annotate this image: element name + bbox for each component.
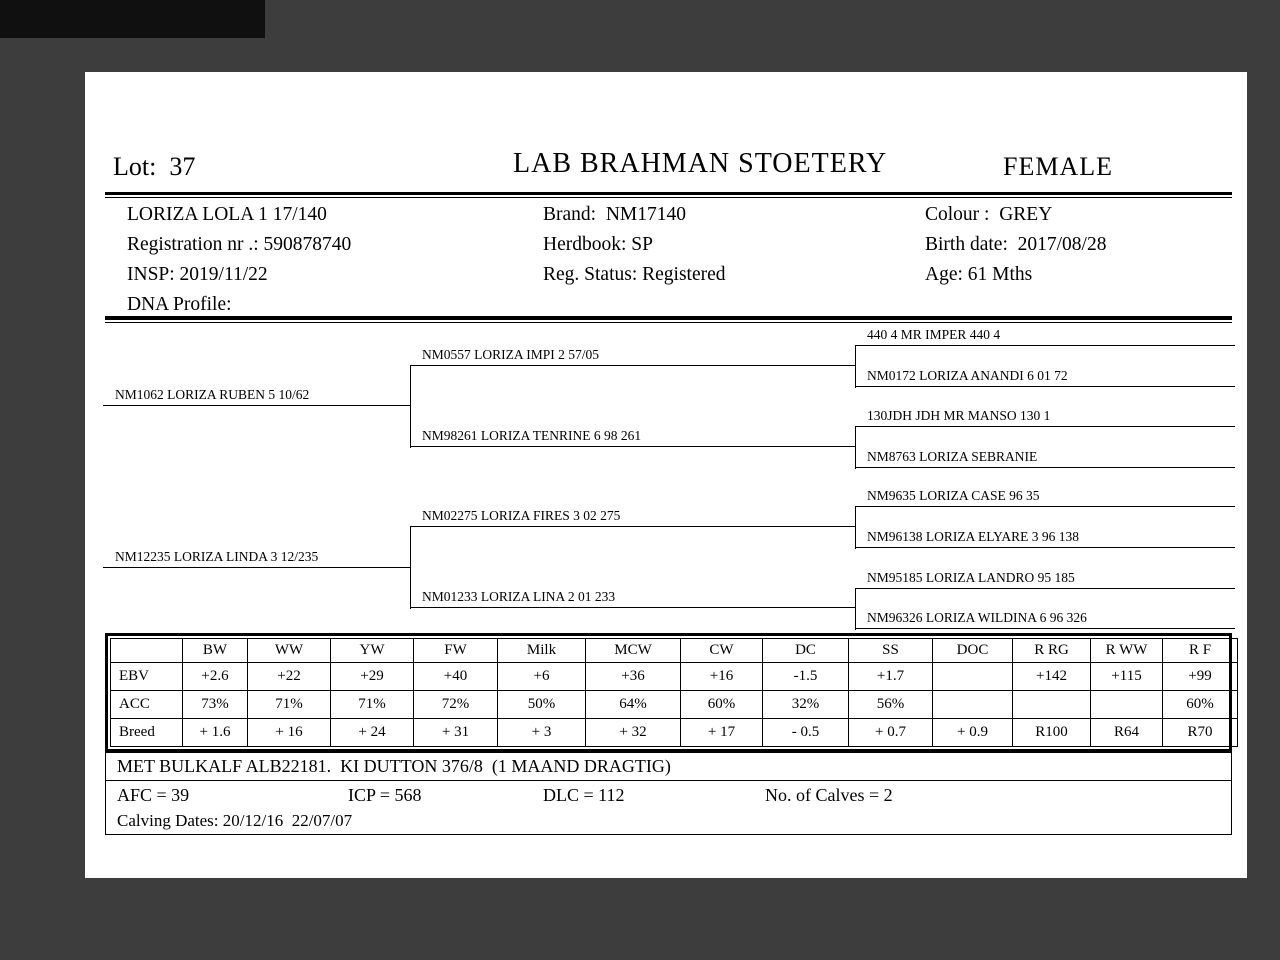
pedigree-connector-line: [855, 427, 856, 469]
ebv-cell: 50%: [498, 691, 586, 719]
ebv-cell: 56%: [849, 691, 933, 719]
ebv-cell: R100: [1013, 719, 1091, 747]
pedigree-grandparent: NM0557 LORIZA IMPI 2 57/05: [410, 344, 855, 366]
inspection-date: INSP: 2019/11/22: [127, 264, 268, 285]
sex-label: FEMALE: [1003, 152, 1113, 181]
ebv-header-cell: FW: [414, 639, 498, 663]
pedigree-grandparent: NM98261 LORIZA TENRINE 6 98 261: [410, 425, 855, 447]
ebv-cell: 71%: [248, 691, 331, 719]
ebv-cell: R64: [1091, 719, 1163, 747]
ebv-header-cell: [111, 639, 183, 663]
section-rule-heavy: [105, 316, 1232, 320]
icp-value: ICP = 568: [348, 785, 422, 805]
brand: Brand: NM17140: [543, 204, 686, 225]
pedigree-grandparent: NM01233 LORIZA LINA 2 01 233: [410, 586, 855, 608]
catalog-title: LAB BRAHMAN STOETERY: [513, 148, 888, 179]
pedigree-great-grandparent: NM95185 LORIZA LANDRO 95 185: [855, 567, 1235, 589]
ebv-row-label: EBV: [111, 663, 183, 691]
ebv-header-cell: DC: [763, 639, 849, 663]
ebv-cell: R70: [1163, 719, 1238, 747]
ebv-cell: +142: [1013, 663, 1091, 691]
ebv-cell: 64%: [586, 691, 681, 719]
fertility-stats-row: [106, 781, 1231, 809]
breeding-note: MET BULKALF ALB22181. KI DUTTON 376/8 (1 MAAND DRAGTIG): [106, 753, 1231, 781]
ebv-cell: + 3: [498, 719, 586, 747]
pedigree-great-grandparent: 440 4 MR IMPER 440 4: [855, 324, 1235, 346]
age: Age: 61 Mths: [925, 264, 1033, 285]
ebv-cell: +16: [681, 663, 763, 691]
pedigree-great-grandparent: 130JDH JDH MR MANSO 130 1: [855, 405, 1235, 427]
pedigree-great-grandparent: NM96326 LORIZA WILDINA 6 96 326: [855, 607, 1235, 629]
pedigree-sire: NM1062 LORIZA RUBEN 5 10/62: [103, 384, 410, 406]
ebv-header-cell: R RG: [1013, 639, 1091, 663]
ebv-header-cell: MCW: [586, 639, 681, 663]
header-rule-heavy: [105, 192, 1232, 195]
ebv-table: [105, 633, 1232, 752]
ebv-cell: +1.7: [849, 663, 933, 691]
ebv-cell: 32%: [763, 691, 849, 719]
ebv-cell: -1.5: [763, 663, 849, 691]
ebv-header-cell: SS: [849, 639, 933, 663]
pedigree-dam: NM12235 LORIZA LINDA 3 12/235: [103, 546, 410, 568]
ebv-cell: [1091, 691, 1163, 719]
ebv-cell: + 24: [331, 719, 414, 747]
animal-name: LORIZA LOLA 1 17/140: [127, 204, 327, 225]
ebv-cell: [933, 663, 1013, 691]
info-column-left: [127, 200, 351, 320]
ebv-cell: 71%: [331, 691, 414, 719]
ebv-header-row: [111, 639, 1238, 663]
pedigree-great-grandparent: NM8763 LORIZA SEBRANIE: [855, 446, 1235, 468]
pedigree-connector-line: [855, 346, 856, 388]
ebv-cell: +99: [1163, 663, 1238, 691]
ebv-header-cell: Milk: [498, 639, 586, 663]
ebv-cell: +22: [248, 663, 331, 691]
ebv-row: [111, 663, 1238, 691]
ebv-cell: + 32: [586, 719, 681, 747]
ebv-cell: 60%: [681, 691, 763, 719]
ebv-cell: + 31: [414, 719, 498, 747]
ebv-header-cell: R WW: [1091, 639, 1163, 663]
breeding-notes-box: [105, 752, 1232, 835]
ebv-cell: [1013, 691, 1091, 719]
ebv-row-label: ACC: [111, 691, 183, 719]
pedigree-connector-line: [855, 589, 856, 630]
acc-row: [111, 691, 1238, 719]
calving-dates: Calving Dates: 20/12/16 22/07/07: [117, 811, 353, 830]
herdbook: Herdbook: SP: [543, 234, 653, 255]
pedigree-great-grandparent: NM96138 LORIZA ELYARE 3 96 138: [855, 526, 1235, 548]
ebv-cell: +29: [331, 663, 414, 691]
ebv-header-cell: CW: [681, 639, 763, 663]
ebv-header-cell: R F: [1163, 639, 1238, 663]
ebv-cell: 73%: [183, 691, 248, 719]
ebv-cell: [933, 691, 1013, 719]
ebv-cell: +36: [586, 663, 681, 691]
pedigree-grandparent: NM02275 LORIZA FIRES 3 02 275: [410, 505, 855, 527]
ebv-header-cell: WW: [248, 639, 331, 663]
lot-number: Lot: 37: [113, 152, 196, 181]
calves-count: No. of Calves = 2: [765, 785, 893, 805]
pedigree-connector-line: [410, 527, 411, 609]
afc-value: AFC = 39: [117, 785, 190, 805]
pedigree-great-grandparent: NM9635 LORIZA CASE 96 35: [855, 485, 1235, 507]
ebv-cell: +40: [414, 663, 498, 691]
ebv-cell: + 16: [248, 719, 331, 747]
ebv-cell: + 17: [681, 719, 763, 747]
reg-status: Reg. Status: Registered: [543, 264, 726, 285]
ebv-cell: 60%: [1163, 691, 1238, 719]
colour: Colour : GREY: [925, 204, 1053, 225]
ebv-row-label: Breed: [111, 719, 183, 747]
ebv-cell: - 0.5: [763, 719, 849, 747]
ebv-cell: + 1.6: [183, 719, 248, 747]
ebv-cell: +115: [1091, 663, 1163, 691]
dlc-value: DLC = 112: [543, 785, 625, 805]
header-rule-thin: [105, 197, 1232, 198]
pedigree-connector-line: [410, 366, 411, 448]
ebv-header-cell: DOC: [933, 639, 1013, 663]
ebv-cell: 72%: [414, 691, 498, 719]
ebv-cell: + 0.9: [933, 719, 1013, 747]
info-column-right: [925, 200, 1106, 290]
breed-row: [111, 719, 1238, 747]
ebv-cell: +2.6: [183, 663, 248, 691]
registration-number: Registration nr .: 590878740: [127, 234, 352, 255]
ebv-header-cell: BW: [183, 639, 248, 663]
catalog-page: [85, 72, 1247, 878]
scan-corner-block: [0, 0, 265, 38]
section-rule-thin: [105, 322, 1232, 323]
ebv-cell: + 0.7: [849, 719, 933, 747]
info-column-middle: [543, 200, 726, 290]
pedigree-connector-line: [855, 507, 856, 549]
pedigree-great-grandparent: NM0172 LORIZA ANANDI 6 01 72: [855, 365, 1235, 387]
dna-profile-label: DNA Profile:: [127, 294, 232, 315]
ebv-cell: +6: [498, 663, 586, 691]
birth-date: Birth date: 2017/08/28: [925, 234, 1107, 255]
ebv-header-cell: YW: [331, 639, 414, 663]
